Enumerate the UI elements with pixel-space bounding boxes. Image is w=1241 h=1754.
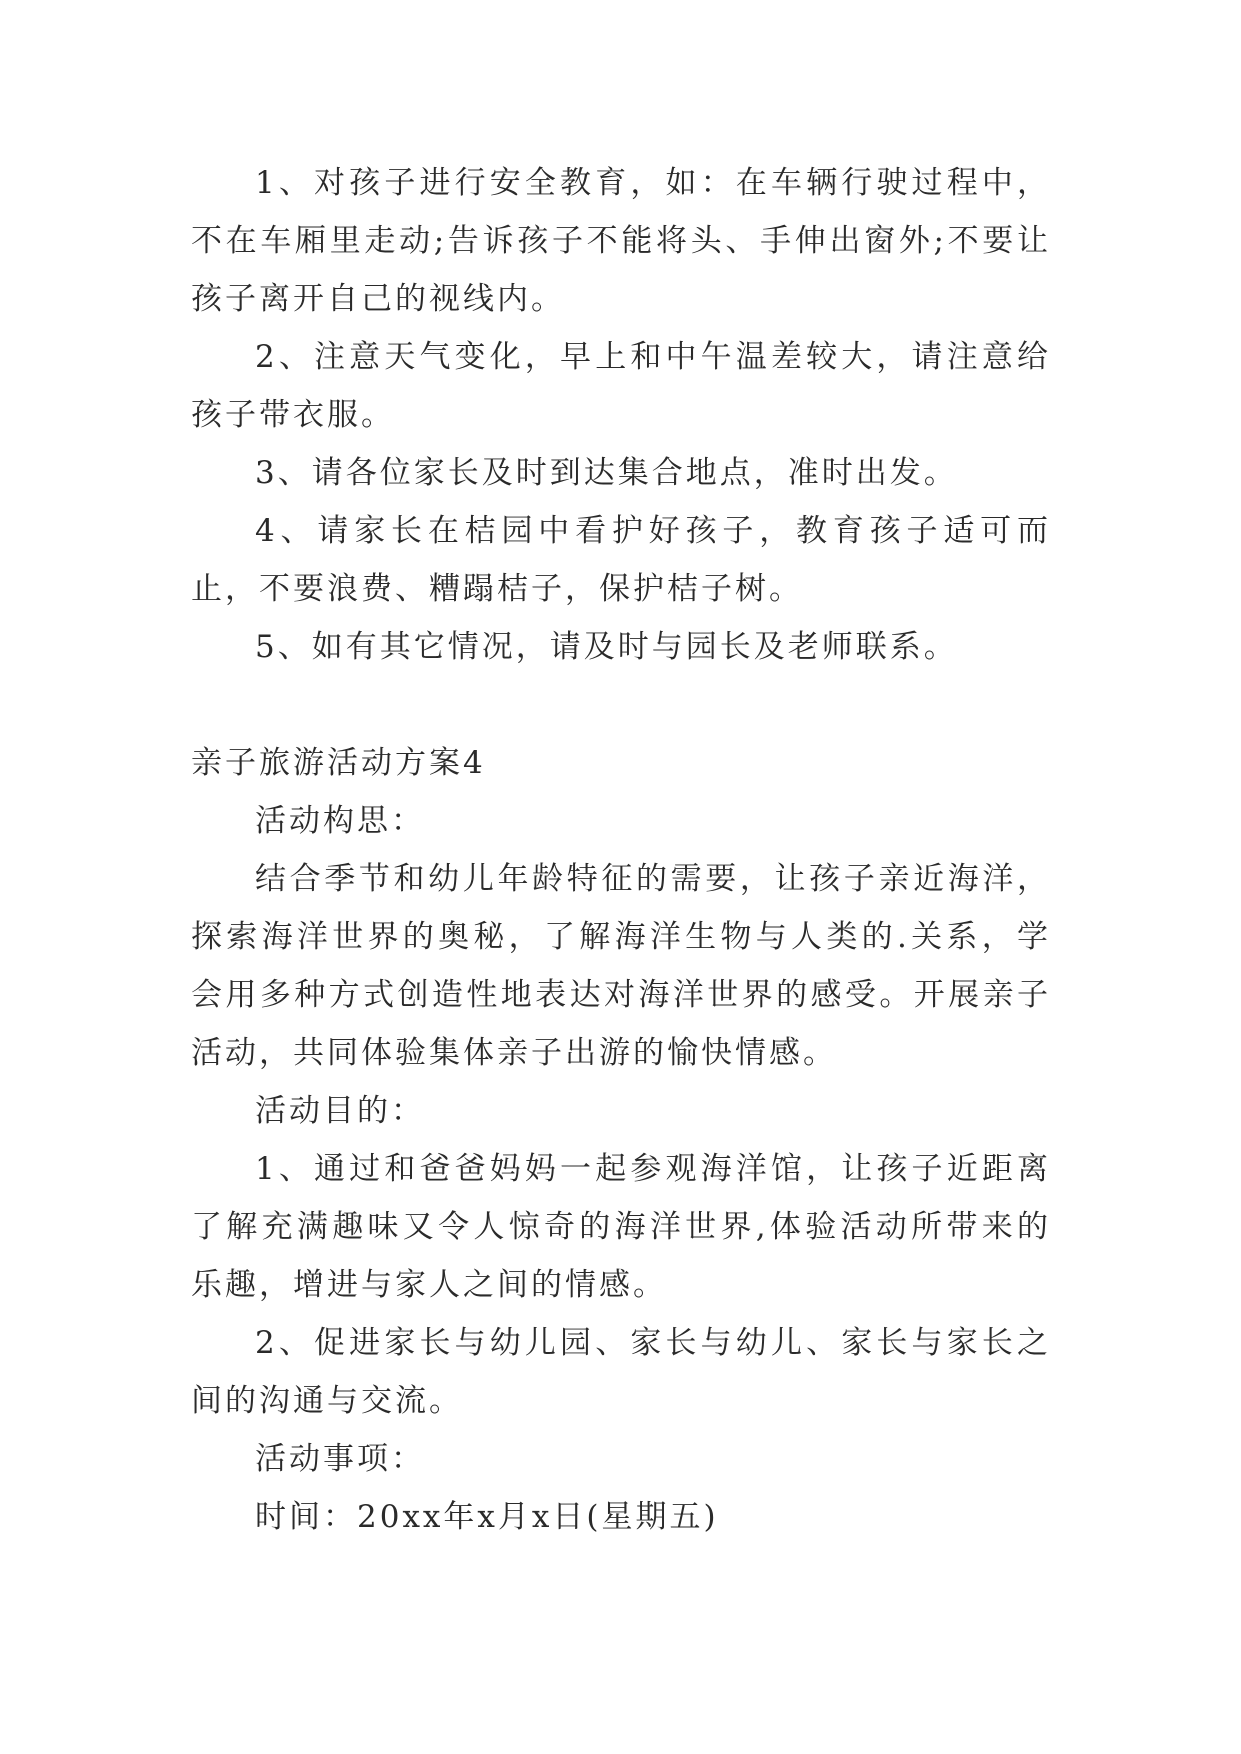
notice-item-2: 2、注意天气变化，早上和中午温差较大，请注意给孩子带衣服。 (191, 339, 1051, 433)
document-body (191, 154, 1051, 1546)
concept-heading: 活动构思： (255, 803, 425, 839)
notice-item-3: 3、请各位家长及时到达集合地点，准时出发。 (255, 455, 958, 491)
matters-heading: 活动事项： (255, 1441, 425, 1477)
notice-item-5: 5、如有其它情况，请及时与园长及老师联系。 (255, 629, 958, 665)
time-line: 时间：20xx年x月x日(星期五) (255, 1499, 719, 1535)
goal-item-1: 1、通过和爸爸妈妈一起参观海洋馆，让孩子近距离了解充满趣味又令人惊奇的海洋世界,体验活动所带来的乐趣，增进与家人之间的情感。 (191, 1151, 1051, 1303)
goal-heading: 活动目的： (255, 1093, 425, 1129)
section-title: 亲子旅游活动方案4 (191, 745, 486, 781)
notice-item-4: 4、请家长在桔园中看护好孩子，教育孩子适可而止，不要浪费、糟蹋桔子，保护桔子树。 (191, 513, 1051, 607)
notice-item-1: 1、对孩子进行安全教育，如：在车辆行驶过程中，不在车厢里走动;告诉孩子不能将头、手伸出窗外;不要让孩子离开自己的视线内。 (191, 165, 1051, 317)
concept-text: 结合季节和幼儿年龄特征的需要，让孩子亲近海洋，探索海洋世界的奥秘，了解海洋生物与人类的.关系，学会用多种方式创造性地表达对海洋世界的感受。开展亲子活动，共同体验集体亲子出游的愉快情感。 (191, 861, 1051, 1071)
goal-item-2: 2、促进家长与幼儿园、家长与幼儿、家长与家长之间的沟通与交流。 (191, 1325, 1051, 1419)
